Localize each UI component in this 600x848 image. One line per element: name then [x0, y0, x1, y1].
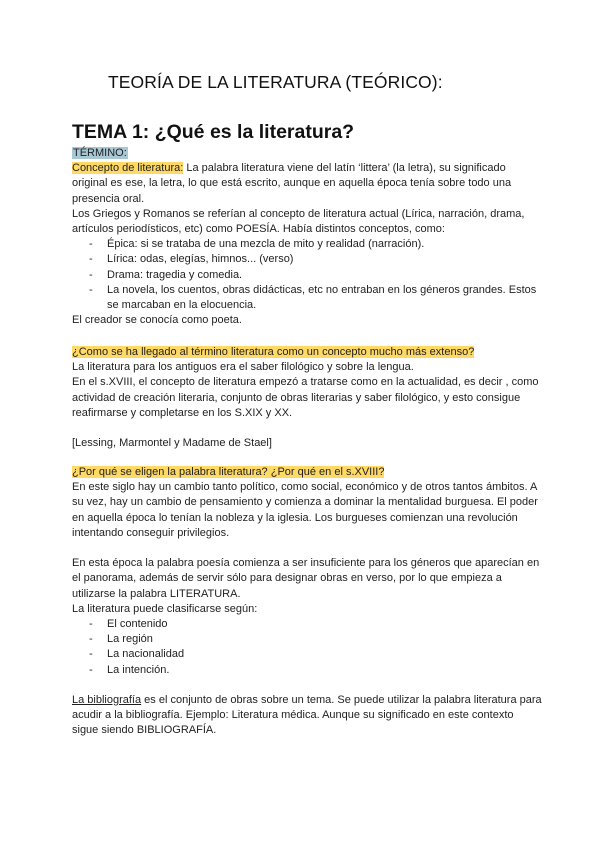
section-1-body — [72, 146, 542, 328]
document-title: TEORÍA DE LA LITERATURA (TEÓRICO): — [108, 72, 443, 92]
section-heading: TEMA 1: ¿Qué es la literatura? — [72, 121, 355, 143]
section-3-body — [72, 465, 542, 739]
concept-paragraph — [72, 161, 542, 207]
bibliography-text: es el conjunto de obras sobre un tema. Se puede utilizar la palabra literatura para acudir a la bibliografía. Ejemplo: Literatura médica. Aunque su significado en este contexto sigue siendo BIBLIOGRAFÍA. — [72, 694, 542, 737]
concept-label: Concepto de literatura: — [72, 162, 184, 175]
list-item: - La nacionalidad — [72, 647, 542, 662]
list-item: - Lírica: odas, elegías, himnos... (verso) — [72, 252, 542, 267]
classify-intro: La literatura puede clasificarse según: — [72, 602, 258, 615]
bibliography-paragraph — [72, 693, 542, 739]
paragraph: En esta época la palabra poesía comienza a ser insuficiente para los géneros que aparecían en el panorama, además de servir sólo para designar obras en verso, por lo que empieza a utilizarse la palabra LITERATURA. — [72, 557, 540, 600]
concepts-list — [72, 237, 542, 313]
list-item: - Drama: tragedia y comedia. — [72, 268, 542, 283]
list-item: - La novela, los cuentos, obras didácticas, etc no entraban en los géneros grandes. Estos se marcaban en la elocuencia. — [72, 283, 542, 313]
authors-line: [Lessing, Marmontel y Madame de Stael] — [72, 437, 272, 450]
paragraph: La literatura para los antiguos era el saber filológico y sobre la lengua. — [72, 361, 414, 374]
list-item: - El contenido — [72, 617, 542, 632]
classify-list — [72, 617, 542, 678]
paragraph: En este siglo hay un cambio tanto político, como social, económico y de otros tantos ámbitos. A su vez, hay un cambio de pensamiento y comienza a dominar la mentalidad burguesa. El poder en aquella época lo tenían la nobleza y la iglesia. Los burgueses comienzan una revolución intentando conseguir privilegios. — [72, 481, 538, 539]
question-highlight: ¿Por qué se eligen la palabra literatura? ¿Por qué en el s.XVIII? — [72, 466, 385, 478]
creator-paragraph: El creador se conocía como poeta. — [72, 314, 242, 327]
greeks-paragraph: Los Griegos y Romanos se referían al concepto de literatura actual (Lírica, narración, drama, artículos periodísticos, etc) como POESÍA. Había distintos conceptos, como: — [72, 207, 525, 236]
bibliography-term: La bibliografía — [72, 694, 142, 707]
section-2-body — [72, 345, 542, 451]
list-item: - La región — [72, 632, 542, 647]
termino-label: TÉRMINO: — [73, 147, 127, 159]
list-item: - Épica: si se trataba de una mezcla de mito y realidad (narración). — [72, 237, 542, 252]
concept-text: La palabra literatura viene del latín ‘littera’ (la letra), su significado original es ese, la letra, lo que está escrito, aunque en aquella época tenía sobre todo una presencia oral. — [72, 162, 512, 205]
paragraph: En el s.XVIII, el concepto de literatura empezó a tratarse como en la actualidad, es decir , como actividad de creación literaria, conjunto de obras literarias y saber filológico, y esto consigue reafirmarse y completarse en los S.XIX y XX. — [72, 376, 539, 419]
question-highlight: ¿Como se ha llegado al término literatura como un concepto mucho más extenso? — [72, 346, 475, 358]
list-item: - La intención. — [72, 663, 542, 678]
